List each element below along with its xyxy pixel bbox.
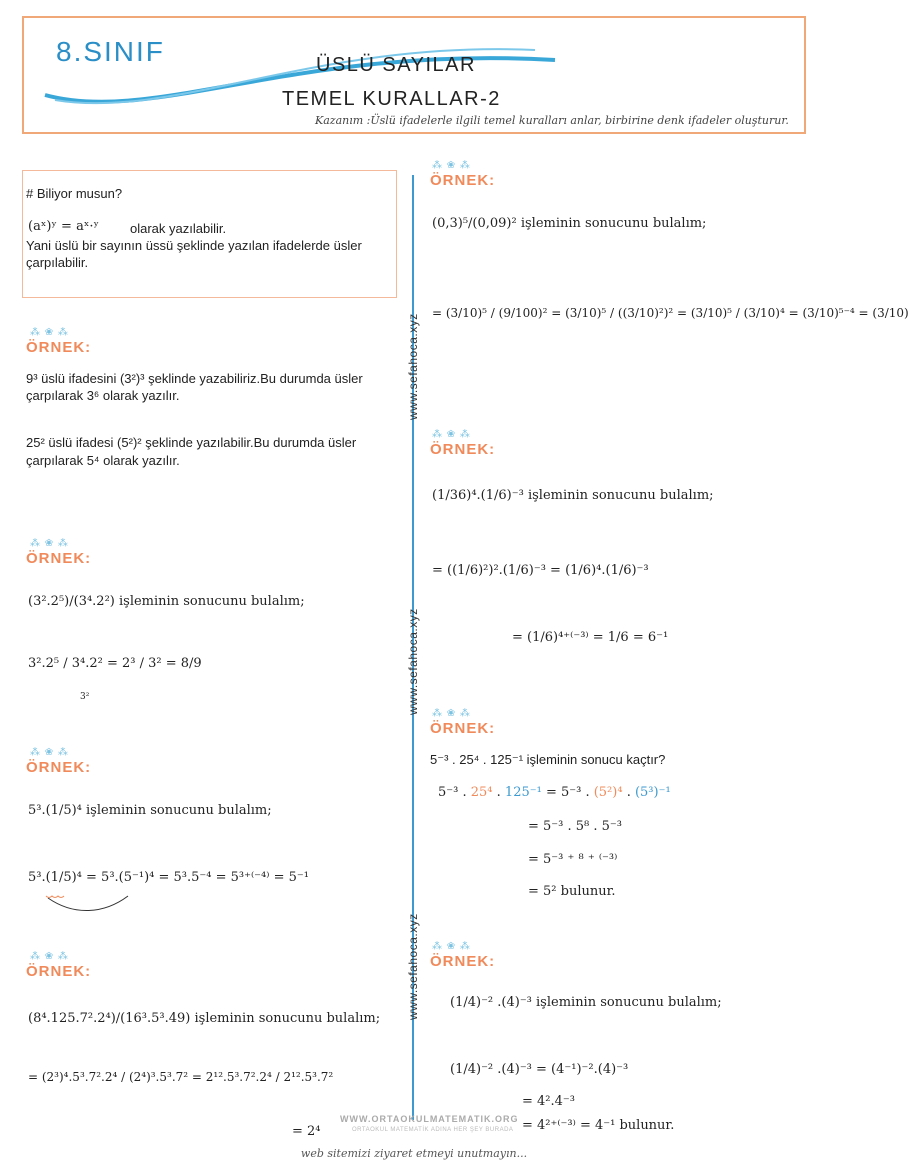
- ex7-dot: .: [492, 785, 505, 800]
- info-formula-tail: olarak yazılabilir.: [130, 221, 227, 236]
- ex4-result: = 2⁴: [292, 1124, 321, 1139]
- page-subtitle: TEMEL KURALLAR-2: [282, 88, 501, 110]
- watermark-3: www.sefahoca.xyz: [406, 913, 420, 1020]
- kazanim-text: Kazanım :Üslü ifadelerle ilgili temel kuralları anlar, birbirine denk ifadeler oluşturur.: [315, 114, 789, 127]
- info-line1: Yani üslü bir sayının üssü şeklinde yazılan ifadelerde üsler: [26, 238, 362, 253]
- ornek-decoration: ⁂ ❀ ⁂: [30, 747, 69, 758]
- ex7-line1: [438, 785, 671, 800]
- ex8-question: (1/4)⁻² .(4)⁻³ işleminin sonucunu bulalım;: [450, 995, 722, 1010]
- ex8-solution-3: = 4²⁺⁽⁻³⁾ = 4⁻¹ bulunur.: [522, 1118, 675, 1133]
- ex6-solution-1: = ((1/6)²)².(1/6)⁻³ = (1/6)⁴.(1/6)⁻³: [432, 563, 649, 578]
- ornek-decoration: ⁂ ❀ ⁂: [432, 708, 471, 719]
- ex3-solution: 5³.(1/5)⁴ = 5³.(5⁻¹)⁴ = 5³.5⁻⁴ = 5³⁺⁽⁻⁴⁾ = 5⁻¹: [28, 870, 309, 885]
- ex2-question: (3².2⁵)/(3⁴.2²) işleminin sonucunu bulalım;: [28, 594, 305, 609]
- ex4-question: (8⁴.125.7².2⁴)/(16³.5³.49) işleminin sonucunu bulalım;: [28, 1011, 381, 1026]
- ex7-line2: = 5⁻³ . 5⁸ . 5⁻³: [528, 819, 622, 834]
- ex5-question: (0,3)⁵/(0,09)² işleminin sonucunu bulalım;: [432, 216, 707, 231]
- ex6-question: (1/36)⁴.(1/6)⁻³ işleminin sonucunu bulalım;: [432, 488, 714, 503]
- ex6-solution-2: = (1/6)⁴⁺⁽⁻³⁾ = 1/6 = 6⁻¹: [512, 630, 669, 645]
- ex4-solution: = (2³)⁴.5³.7².2⁴ / (2⁴)³.5³.7² = 2¹².5³.7².2⁴ / 2¹².5³.7²: [28, 1070, 334, 1084]
- ornek-decoration: ⁂ ❀ ⁂: [30, 327, 69, 338]
- ex3-arrow: [44, 892, 134, 914]
- ex7-question: 5⁻³ . 25⁴ . 125⁻¹ işleminin sonucu kaçtır?: [430, 752, 666, 767]
- site-slogan: ORTAOKUL MATEMATİK ADINA HER ŞEY BURADA: [352, 1127, 514, 1133]
- ornek-decoration: ⁂ ❀ ⁂: [30, 538, 69, 549]
- ex2-note: 3²: [80, 692, 90, 702]
- ex5-solution: = (3/10)⁵ / (9/100)² = (3/10)⁵ / ((3/10)²)² = (3/10)⁵ / (3/10)⁴ = (3/10)⁵⁻⁴ = (3/10): [432, 306, 909, 320]
- watermark-2: www.sefahoca.xyz: [406, 608, 420, 715]
- ornek-decoration: ⁂ ❀ ⁂: [30, 951, 69, 962]
- info-heading: # Biliyor musun?: [26, 186, 123, 201]
- ornek-decoration: ⁂ ❀ ⁂: [432, 941, 471, 952]
- ornek-label: ÖRNEK:: [430, 953, 496, 970]
- ex7-term2-rewrite: (5²)⁴: [593, 785, 623, 800]
- ex3-question: 5³.(1/5)⁴ işleminin sonucunu bulalım;: [28, 803, 272, 818]
- ornek-label: ÖRNEK:: [26, 963, 92, 980]
- ornek-label: ÖRNEK:: [26, 339, 92, 356]
- ex7-term3-rewrite: (5³)⁻¹: [634, 785, 671, 800]
- ornek-label: ÖRNEK:: [26, 759, 92, 776]
- ornek-label: ÖRNEK:: [430, 720, 496, 737]
- grade-label: 8.SINIF: [56, 36, 165, 67]
- info-line2: çarpılabilir.: [26, 255, 89, 270]
- ex7-dot2: .: [622, 785, 635, 800]
- ornek-label: ÖRNEK:: [26, 550, 92, 567]
- ex8-solution-2: = 4².4⁻³: [522, 1094, 575, 1109]
- ex2-solution: 3².2⁵ / 3⁴.2² = 2³ / 3² = 8/9: [28, 656, 202, 671]
- ex7-rewrite: = 5⁻³ .: [541, 785, 594, 800]
- page-title: ÜSLÜ SAYILAR: [316, 54, 476, 76]
- ex7-term3: 125⁻¹: [504, 785, 542, 800]
- ornek-decoration: ⁂ ❀ ⁂: [432, 429, 471, 440]
- watermark-1: www.sefahoca.xyz: [406, 313, 420, 420]
- ex7-term1: 5⁻³ .: [438, 785, 471, 800]
- ex7-term2: 25⁴: [470, 785, 493, 800]
- ornek-label: ÖRNEK:: [430, 172, 496, 189]
- ex1-line-b1: 25² üslü ifadesi (5²)² şeklinde yazılabilir.Bu durumda üsler: [26, 435, 357, 450]
- ornek-label: ÖRNEK:: [430, 441, 496, 458]
- site-logo-text: WWW.ORTAOKULMATEMATIK.ORG: [340, 1114, 519, 1124]
- footer-note: web sitemizi ziyaret etmeyi unutmayın...: [300, 1147, 528, 1160]
- ex8-solution-1: (1/4)⁻² .(4)⁻³ = (4⁻¹)⁻².(4)⁻³: [450, 1062, 629, 1077]
- ex7-line3: = 5⁻³ ⁺ ⁸ ⁺ ⁽⁻³⁾: [528, 852, 618, 867]
- ex1-line-b2: çarpılarak 5⁴ olarak yazılır.: [26, 453, 180, 468]
- ornek-decoration: ⁂ ❀ ⁂: [432, 160, 471, 171]
- ex7-line4: = 5² bulunur.: [528, 884, 616, 899]
- info-formula: (aˣ)ʸ = aˣ·ʸ: [28, 219, 99, 234]
- ex1-line-a1: 9³ üslü ifadesini (3²)³ şeklinde yazabiliriz.Bu durumda üsler: [26, 371, 363, 386]
- ex1-line-a2: çarpılarak 3⁶ olarak yazılır.: [26, 388, 180, 403]
